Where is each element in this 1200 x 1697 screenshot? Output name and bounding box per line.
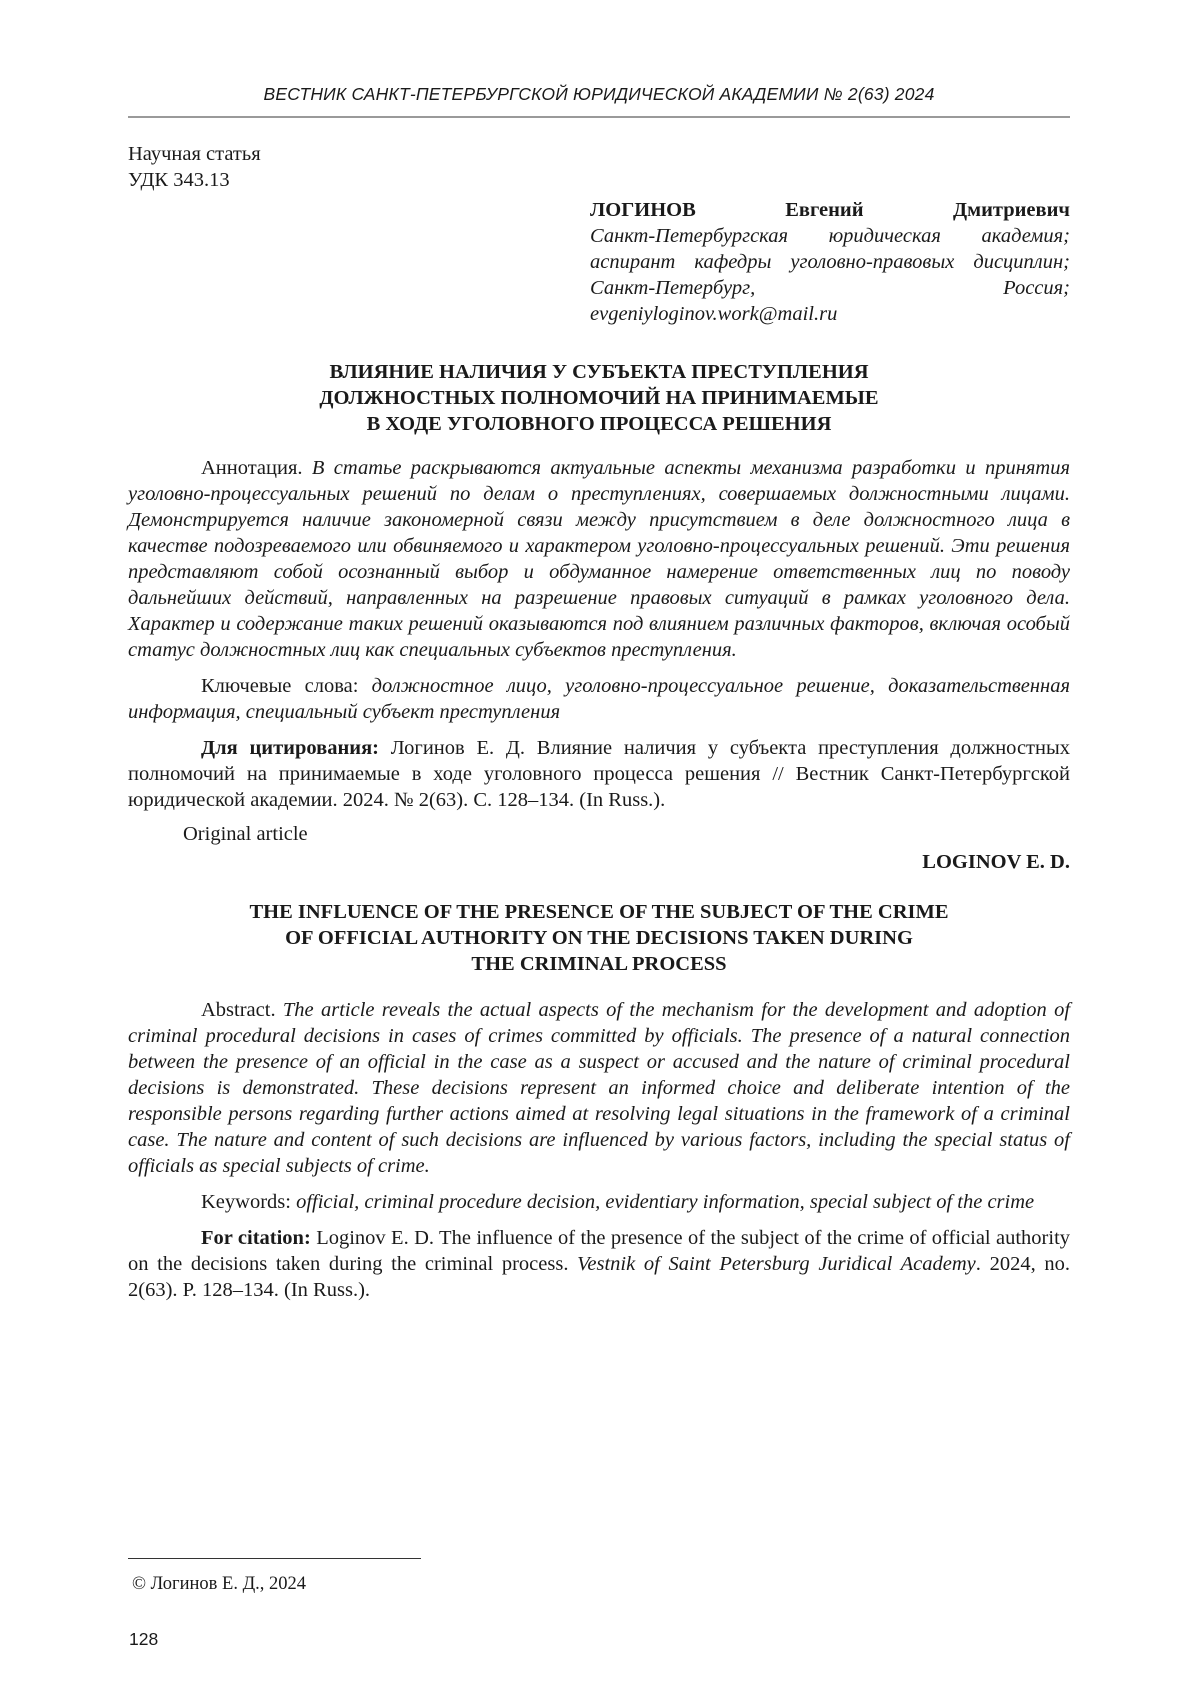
article-type-ru: Научная статья [128,143,261,165]
abstract-en-label: Abstract. [201,999,276,1021]
citation-ru [128,735,1070,813]
author-affiliation: Санкт-Петербургская юридическая академия; аспирант кафедры уголовно-правовых дисциплин; Санкт-Петербург, Россия; evgeniyloginov.work@mail.ru [590,225,1070,325]
udc-code: УДК 343.13 [128,169,230,191]
title-ru-line: ВЛИЯНИЕ НАЛИЧИЯ У СУБЪЕКТА ПРЕСТУПЛЕНИЯ [329,361,869,383]
keywords-en-text: official, criminal procedure decision, evidentiary information, special subject of the crime [296,1191,1035,1213]
page-number: 128 [129,1629,159,1649]
abstract-en [128,997,1070,1179]
keywords-en [128,1189,1070,1215]
title-ru-line: ДОЛЖНОСТНЫХ ПОЛНОМОЧИЙ НА ПРИНИМАЕМЫЕ [319,387,879,409]
keywords-ru [128,673,1070,725]
abstract-ru-text: В статье раскрываются актуальные аспекты механизма разработки и принятия уголовно-процессуальных решений по делам о преступлениях, совершаемых должностными лицами. Демонстрируется наличие закономерной связи между присутствием в деле должностного лица в качестве подозреваемого или обвиняемого и характером уголовно-процессуальных решений. Эти решения представляют собой осознанный выбор и обдуманное намерение ответственных лиц по поводу дальнейших действий, направленных на разрешение правовых ситуаций в рамках уголовного дела. Характер и содержание таких решений оказываются под влиянием различных факторов, включая особый статус должностных лиц как специальных субъектов преступления. [128,457,1070,661]
copyright-footnote: © Логинов Е. Д., 2024 [132,1574,307,1594]
abstract-ru-label: Аннотация. [201,457,303,479]
running-title: ВЕСТНИК САНКТ-ПЕТЕРБУРГСКОЙ ЮРИДИЧЕСКОЙ АКАДЕМИИ № 2(63) 2024 [263,84,935,104]
title-en-line: OF OFFICIAL AUTHORITY ON THE DECISIONS TAKEN DURING [285,927,913,949]
citation-en [128,1225,1070,1303]
article-title-en [128,899,1070,977]
footnote-rule [128,1558,421,1559]
article-body [128,141,1070,1303]
author-patronymic: Дмитриевич [953,199,1070,221]
title-en-line: THE INFLUENCE OF THE PRESENCE OF THE SUBJECT OF THE CRIME [249,901,949,923]
citation-en-journal: Vestnik of Saint Petersburg Juridical Academy [577,1253,976,1275]
citation-en-label: For citation: [201,1227,311,1249]
citation-en-tail: . 2024, no. 2(63). P. 128–134. (In Russ.). [128,1253,1071,1301]
author-name-en: LOGINOV E. D. [922,851,1070,873]
citation-ru-text: Логинов Е. Д. Влияние наличия у субъекта преступления должностных полномочий на принимаемые в ходе уголовного процесса решения // Вестник Санкт-Петербургской юридической академии. 2024. № 2(63). С. 128–134. (In Russ.). [128,737,1070,811]
article-type-en: Original article [183,823,308,845]
title-ru-line: В ХОДЕ УГОЛОВНОГО ПРОЦЕССА РЕШЕНИЯ [366,413,832,435]
citation-en-text: Loginov E. D. The influence of the presence of the subject of the crime of official authority on the decisions taken during the criminal process. [128,1227,1071,1275]
keywords-ru-label: Ключевые слова: [201,675,359,697]
article-title-ru [128,359,1070,437]
author-surname: ЛОГИНОВ [590,199,696,221]
author-block-ru [590,197,1070,327]
header-rule [128,116,1070,118]
keywords-en-label: Keywords: [201,1191,291,1213]
abstract-ru [128,455,1070,663]
keywords-ru-text: должностное лицо, уголовно-процессуальное решение, доказательственная информация, специальный субъект преступления [128,675,1071,723]
author-first-name: Евгений [785,199,864,221]
title-en-line: THE CRIMINAL PROCESS [471,953,727,975]
citation-ru-label: Для цитирования: [201,737,379,759]
abstract-en-text: The article reveals the actual aspects of the mechanism for the development and adoption of criminal procedural decisions in cases of crimes committed by officials. The presence of a natural connection between the presence of an official in the case as a suspect or accused and the nature of criminal procedural decisions is demonstrated. These decisions represent an informed choice and deliberate intention of the responsible persons regarding further actions aimed at resolving legal situations in the framework of a criminal case. The nature and content of such decisions are influenced by various factors, including the special status of officials as special subjects of crime. [128,999,1071,1177]
author-name-ru [590,197,1070,223]
